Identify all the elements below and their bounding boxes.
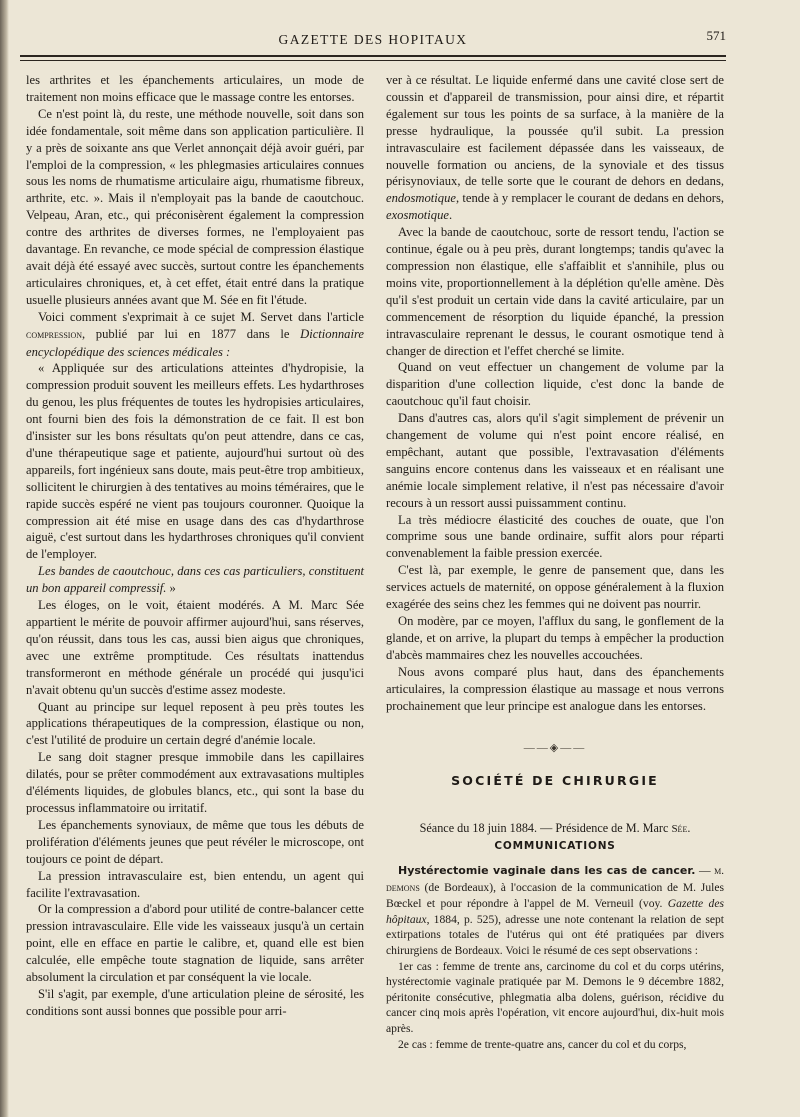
paragraph: Le sang doit stagner presque immobile dans les capillaires dilatés, pour se prêter commodément aux extravasations multiples d'éléments liquides, de globules blancs, etc., qui sont la base du processus inflammatoire ou irritatif. xyxy=(26,750,364,815)
paragraph: La très médiocre élasticité des couches de ouate, que l'on comprime sous une bande ordinaire, suffit alors pour réparti convenablement la faible pression exercée. xyxy=(386,512,724,561)
paragraph: La pression intravasculaire est, bien entendu, un agent qui facilite l'extravasation. xyxy=(26,868,364,900)
observation-1: 1er cas : femme de trente ans, carcinome du col et du corps utérins, hystérectomie vaginale pratiquée par M. Demons le 9 décembre 1882, péritonite consécutive, phlegmatia alba dolens, guérison, récidive du cancer cinq mois après l'opération, vit encore aujourd'hui, dix-huit mois après. xyxy=(386,959,724,1035)
paragraph: S'il s'agit, par exemple, d'une articulation pleine de sérosité, les conditions sont aussi bonnes que possible pour arri- xyxy=(26,986,364,1018)
journal-title: GAZETTE DES HOPITAUX xyxy=(278,32,468,47)
page-spine-shadow xyxy=(0,0,9,1117)
communication-title: Hystérectomie vaginale dans les cas de cancer. xyxy=(398,864,696,878)
communication-block xyxy=(386,863,724,1052)
page-number: 571 xyxy=(706,28,726,43)
dictionary-title: Dictionnaire encyclopédique des sciences médicales : xyxy=(26,326,364,359)
paragraph: Nous avons comparé plus haut, dans des épanchements articulaires, la compression élastique au massage et nous verrons prochainement que leur principe est analogue dans les entorses. xyxy=(386,664,724,713)
page-header xyxy=(20,28,726,52)
paragraph: C'est là, par exemple, le genre de pansement que, dans les services actuels de maternité, on oppose généralement à la fluxion exagérée des seins chez les femmes qui ne doivent pas nourrir. xyxy=(386,563,724,612)
right-column xyxy=(386,72,724,1052)
section-ornament: ——◈—— xyxy=(523,742,587,755)
quote-paragraph: « Appliquée sur des articulations atteintes d'hydropisie, la compression produit souvent les meilleurs effets. Les hydarthroses du genou, les plus fréquentes de toutes les hydropisies articulaires, ont fourni bien des fois la démonstration de ce fait. Il est bon d'insister sur les bons résultats qu'on peut attendre, dans ce cas, d'une thérapeutique sage et patiente, aujourd'hui surtout où des appareils, fort ingénieux sans doute, mais peut-être trop ambitieux, sollicitent le chirurgien à des tentatives au moins téméraires, que le rapide succès espéré ne vient pas toujours couronner. Quoique la compression ait été mise en usage dans des cas d'hydarthrose aiguë, c'est surtout dans les hydarthroses chroniques qu'il convient de l'employer. xyxy=(26,361,364,562)
paragraph: Les éloges, on le voit, étaient modérés. A M. Marc Sée appartient le mérite de pouvoir affirmer aujourd'hui, sans réserves, qu'on réussit, dans tous les cas, aussi bien aigus que chroniques, avec une extrême promptitude. Ces résultats inattendus transformeront en méthode générale un procédé qui jusqu'ici n'avait obtenu qu'un succès d'estime assez modeste. xyxy=(26,598,364,697)
header-rule-thin xyxy=(20,60,726,61)
article-term: compression xyxy=(26,328,83,341)
observation-2: 2e cas : femme de trente-quatre ans, cancer du col et du corps, xyxy=(398,1037,687,1051)
quote-paragraph: Les bandes de caoutchouc, dans ces cas particuliers, constituent un bon appareil compressif. » xyxy=(26,564,364,596)
paragraph: Les épanchements synoviaux, de même que tous les débuts de prolifération d'éléments jeunes que peut révéler le microscope, ont toujours ce point de départ. xyxy=(26,817,364,866)
paragraph: Quant au principe sur lequel reposent à peu près toutes les applications thérapeutiques de la compression, élastique ou non, c'est l'utilité de produire un certain degré d'anémie locale. xyxy=(26,699,364,748)
subsection-title: COMMUNICATIONS xyxy=(494,840,616,853)
paragraph: les arthrites et les épanchements articulaires, un mode de traitement non moins efficace que le massage contre les entorses. xyxy=(26,73,364,104)
paragraph: Avec la bande de caoutchouc, sorte de ressort tendu, l'action se continue, égale ou à peu près, durant longtemps; tandis qu'avec la compression non élastique, elle s'affaiblit et s'annihile, plus ou moins vite, proportionnellement à la déplétion qu'elle amène. Dès qu'il s'est produit un certain vide dans la cavité articulaire, par un commencement de résorption du liquide épanché, la pression intravasculaire reprenant le dessus, le courant osmotique tend à changer de direction et l'effet cherché se limite. xyxy=(386,225,724,358)
paragraph: Dans d'autres cas, alors qu'il s'agit simplement de prévenir un changement de volume qui n'est point encore réalisé, en empêchant, autant que possible, l'extravasation d'éléments sanguins encore contenus dans les vaisseaux et en réalisant une anémie locale simplement relative, il n'est pas nécessaire d'avoir recours à un ressort aussi puissamment continu. xyxy=(386,411,724,510)
communication-author: m. demons xyxy=(386,865,725,894)
paragraph: Ce n'est point là, du reste, une méthode nouvelle, soit dans son idée fondamentale, soit même dans son application particulière. Il y a près de soixante ans que Verlet annonçait déjà avoir guéri, par l'emploi de la compression, « les phlegmasies articulaires connues sous les noms de rhumatisme articulaire aigu, rhumatisme fibreux, arthrite, etc. ». Mais il n'employait pas la bande de caoutchouc. Velpeau, Aran, etc., qui préconisèrent également la compression contre des arthrites de diverses formes, ne l'employaient pas davantage. En revanche, ce mode spécial de compression élastique avait déjà été essayé avec succès, surtout contre les épanchements articulaires chroniques, et, à cet effet, était entré dans la pratique usuelle plusieurs années avant que M. Sée en fit l'étude. xyxy=(26,106,364,307)
section-title: SOCIÉTÉ DE CHIRURGIE xyxy=(451,773,659,789)
paragraph: On modère, par ce moyen, l'afflux du sang, le gonflement de la glande, et on arrive, la plupart du temps à empêcher la production d'abcès mammaires chez les nouvelles accouchées. xyxy=(386,614,724,662)
header-rule-thick xyxy=(20,55,726,57)
left-column xyxy=(26,72,364,1020)
paragraph: Or la compression a d'abord pour utilité de contre-balancer cette pression intravasculaire. Elle vide les vaisseaux jusqu'à un certain point, elle en efface en partie le calibre, et, quand elle est bien calculée, elle empêche toute stagnation de liquide, sans arrêter absolument la circulation et par conséquent la vie locale. xyxy=(26,902,364,985)
communication-lead: Hystérectomie vaginale dans les cas de cancer. — m. demons (de Bordeaux), à l'occasion de la communication de M. Jules Bœckel et pour répondre à l'appel de M. Verneuil (voy. Gazette des hôpitaux, 1884, p. 525), adresse une note contenant la relation de sept extirpations totales de l'utérus qui ont été pratiquées par divers chirurgiens de Bordeaux. Voici le résumé de ces sept observations : xyxy=(386,864,725,958)
paragraph: ver à ce résultat. Le liquide enfermé dans une cavité close sert de coussin et d'appareil de transmission, pour ainsi dire, et répartit également sur tous les points de sa surface, à la manière de la presse hydraulique, la poussée qu'il subit. La pression intravasculaire est facilement dépassée dans les vaisseaux, de nouvelle formation ou anciens, de la synoviale et des tissus périsynoviaux, de telle sorte que le courant de dehors en dedans, endosmotique, tende à y remplacer le courant de dedans en dehors, exosmotique. xyxy=(386,73,724,223)
seance-line: Séance du 18 juin 1884. — Présidence de M. Marc Sée. xyxy=(419,821,691,836)
paragraph: Quand on veut effectuer un changement de volume par la disparition d'une collection liquide, c'est donc la bande de caoutchouc qu'il faut choisir. xyxy=(386,360,724,409)
paragraph: Voici comment s'exprimait à ce sujet M. Servet dans l'article compression, publié par lui en 1877 dans le Dictionnaire encyclopédique des sciences médicales : xyxy=(26,309,364,359)
